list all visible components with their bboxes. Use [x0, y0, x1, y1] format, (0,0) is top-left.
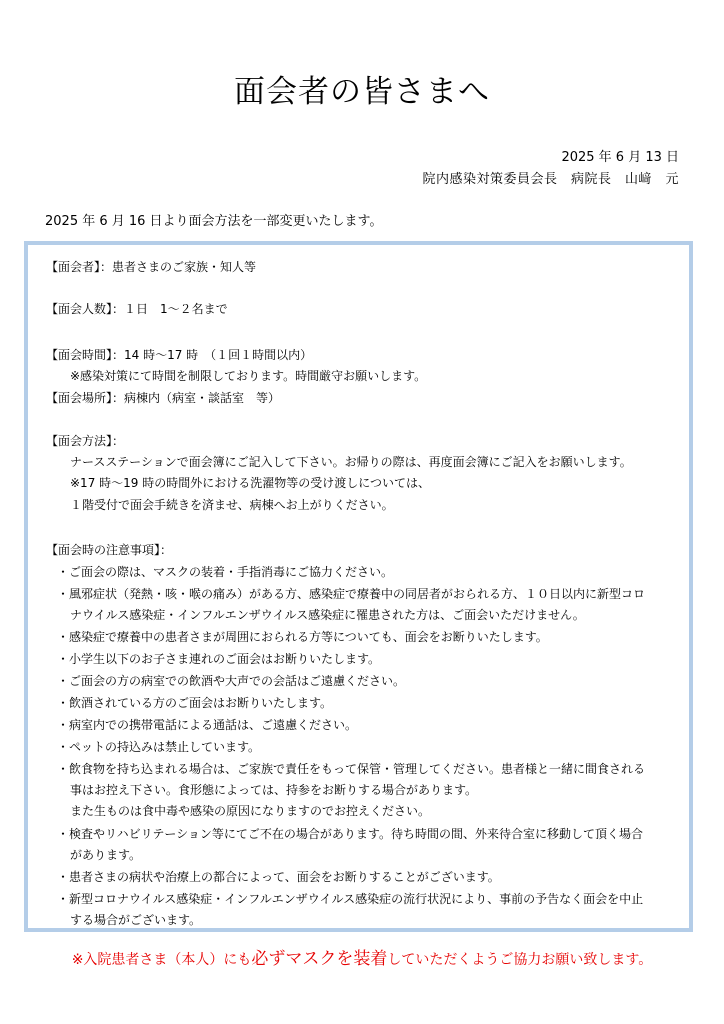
method-heading: 【面会方法】： [46, 434, 125, 448]
note-item: ・ご面会の方の病室での飲酒や大声での会話はご遠慮ください。 [57, 674, 406, 688]
note-item: ・検査やリハビリテーション等にてご不在の場合があります。待ち時間の間、外来待合室に移動して頂く場合 [57, 827, 643, 841]
place-line: 【面会場所】：病棟内（病室・談話室 等） [46, 391, 281, 405]
notice-pre: ※入院患者さま（本人）にも [71, 952, 252, 968]
method-line: ナースステーションで面会簿にご記入して下さい。お帰りの際は、再度面会簿にご記入をお願いします。 [70, 455, 632, 469]
notes-heading: 【面会時の注意事項】： [46, 543, 173, 557]
note-item: ・感染症で療養中の患者さまが周囲におられる方等についても、面会をお断りいたします。 [57, 630, 548, 644]
note-item: ・飲食物を持ち込まれる場合は、ご家族で責任をもって保管・管理してください。患者様と一緒に間食される [57, 762, 646, 776]
visitors-line: 【面会者】：患者さまのご家族・知人等 [46, 260, 257, 274]
note-item: ・患者さまの病状や治療上の都合によって、面会をお断りすることがございます。 [57, 870, 500, 884]
note-item-cont: する場合がございます。 [70, 913, 202, 927]
note-item: ・新型コロナウイルス感染症・インフルエンザウイルス感染症の流行状況により、事前の予告なく面会を中止 [57, 892, 644, 906]
note-item: ・小学生以下のお子さま連れのご面会はお断りいたします。 [57, 652, 381, 666]
note-item: ・風邪症状（発熱・咳・喉の痛み）がある方、感染症で療養中の同居者がおられる方、１０日以内に新型コロ [57, 587, 646, 601]
issuer: 院内感染対策委員会長 病院長 山﨑 元 [422, 172, 679, 187]
mask-notice [0, 944, 724, 969]
note-item-cont: ナウイルス感染症・インフルエンザウイルス感染症に罹患された方は、ご面会いただけません。 [70, 608, 585, 622]
issue-date: 2025 年 6 月 13 日 [561, 150, 679, 165]
note-item: ・飲酒されている方のご面会はお断りいたします。 [57, 696, 333, 710]
note-item: ・病室内での携帯電話による通話は、ご遠慮ください。 [57, 718, 358, 732]
intro-text: 2025 年 6 月 16 日より面会方法を一部変更いたします。 [45, 214, 383, 229]
note-item: ・ご面会の際は、マスクの装着・手指消毒にご協力ください。 [57, 565, 394, 579]
note-item-cont: また生ものは食中毒や感染の原因になりますのでお控えください。 [70, 804, 431, 818]
notice-emphasis: 必ずマスクを装着 [251, 949, 388, 969]
note-item-cont: があります。 [70, 848, 142, 862]
hours-note: ※感染対策にて時間を制限しております。時間厳守お願いします。 [70, 369, 427, 383]
method-line: ※17 時〜19 時の時間外における洗濯物等の受け渡しについては、 [70, 476, 430, 490]
notice-post: していただくようご協力お願い致します。 [387, 952, 653, 968]
hours-line: 【面会時間】：14 時〜17 時 （１回１時間以内） [46, 348, 313, 362]
count-line: 【面会人数】：１日 1〜２名まで [46, 302, 228, 316]
note-item-cont: 事はお控え下さい。食形態によっては、持参をお断りする場合があります。 [70, 783, 478, 797]
note-item: ・ペットの持込みは禁止しています。 [57, 740, 261, 754]
page-title: 面会者の皆さまへ [234, 74, 490, 110]
method-line: １階受付で面会手続きを済ませ、病棟へお上がりください。 [70, 498, 394, 512]
